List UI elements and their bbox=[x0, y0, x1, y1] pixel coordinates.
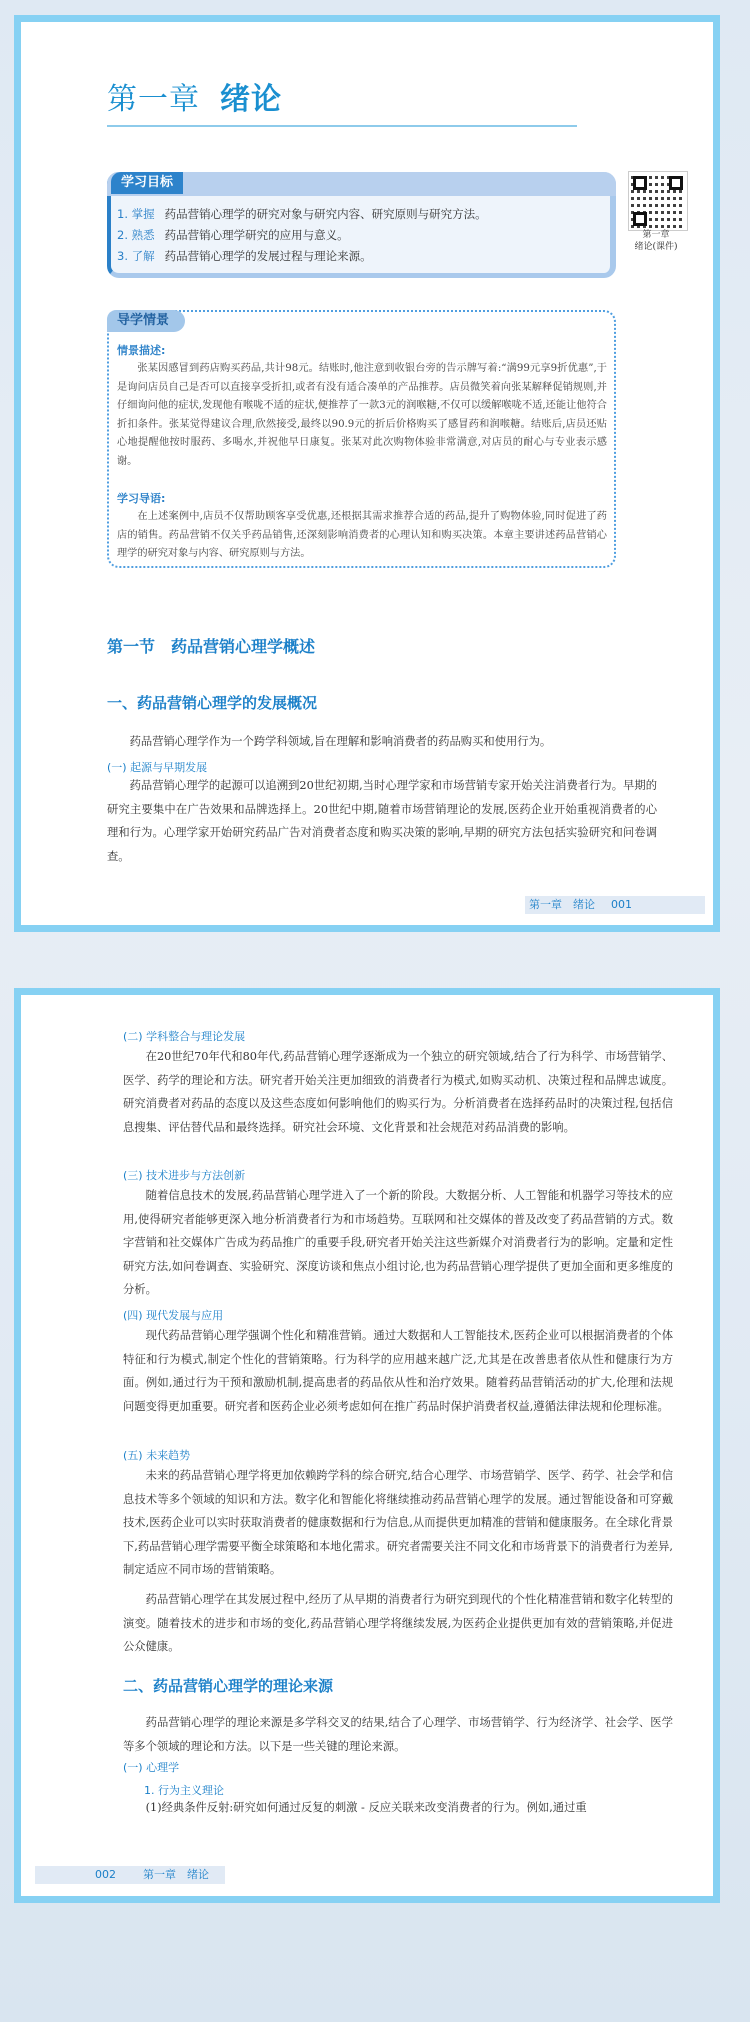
body-paragraph: 在20世纪70年代和80年代,药品营销心理学逐渐成为一个独立的研究领域,结合了行为科学、市场营销学、医学、药学的理论和方法。研究者开始关注更加细致的消费者行为模式,如购买动机、决策过程和品牌忠诚度。研究消费者对药品的态度以及这些态度如何影响他们的购买行为。分析消费者在选择药品时的决策过程,包括信息搜集、评估替代品和最终选择。研究社会环境、文化背景和社会规范对药品消费的影响。 bbox=[123, 1050, 673, 1134]
qr-caption: 第一章 绪论(课件) bbox=[634, 230, 678, 252]
guide-scenario-box bbox=[107, 310, 616, 568]
section-title: 第一节 药品营销心理学概述 bbox=[107, 637, 316, 656]
minor-heading: (一) 起源与早期发展 bbox=[107, 761, 208, 774]
chapter-label: 第一章 bbox=[107, 82, 200, 117]
page-number: 002 bbox=[95, 1868, 116, 1881]
import-text: 在上述案例中,店员不仅帮助顾客享受优惠,还根据其需求推荐合适的药品,提升了购物体验,同时促进了药店的销售。药品营销不仅关乎药品销售,还深刻影响消费者的心理认知和购买决策。本章主要讲述药品营销心理学的研究对象与内容、研究原则与方法。 bbox=[117, 511, 607, 559]
objective-item: 1. 掌握 药品营销心理学的研究对象与研究内容、研究原则与研究方法。 bbox=[117, 207, 487, 221]
learning-objectives-title: 学习目标 bbox=[111, 172, 183, 194]
scenario-text: 张某因感冒到药店购买药品,共计98元。结账时,他注意到收银台旁的告示牌写着:“满99元享9折优惠”,于是询问店员自己是否可以直接享受折扣,或者有没有适合凑单的产品推荐。店员微笑着向张某解释促销规则,并仔细询问他的症状,发现他有喉咙不适的症状,便推荐了一款3元的润喉糖,不仅可以缓解喉咙不适,还能让他符合折扣条件。张某觉得建议合理,欣然接受,最终以90.9元的折后价格购买了感冒药和润喉糖。结账后,店员还贴心地提醒他按时服药、多喝水,并祝他早日康复。张某对此次购物体验非常满意,对店员的耐心与专业表示感谢。 bbox=[117, 363, 607, 467]
body-paragraph: 随着信息技术的发展,药品营销心理学进入了一个新的阶段。大数据分析、人工智能和机器学习等技术的应用,使得研究者能够更深入地分析消费者行为和市场趋势。互联网和社交媒体的普及改变了药品营销的方式。数字营销和社交媒体广告成为药品推广的重要手段,研究者开始关注这些新媒介对消费者行为的影响。定量和定性研究方法,如问卷调查、实验研究、深度访谈和焦点小组讨论,也为药品营销心理学提供了更加全面和更多维度的分析。 bbox=[123, 1189, 673, 1296]
minor-heading: (一) 心理学 bbox=[123, 1761, 180, 1774]
chapter-divider bbox=[107, 125, 577, 127]
body-paragraph: (1)经典条件反射:研究如何通过反复的刺激 - 反应关联来改变消费者的行为。例如,通过重 bbox=[145, 1801, 587, 1814]
learning-objectives-header bbox=[107, 172, 616, 196]
body-paragraph: 药品营销心理学在其发展过程中,经历了从早期的消费者行为研究到现代的个性化精准营销和数字化转型的演变。随着技术的进步和市场的变化,药品营销心理学将继续发展,为医药企业提供更加有效的营销策略,并促进公众健康。 bbox=[123, 1593, 673, 1653]
body-paragraph: 药品营销心理学作为一个跨学科领域,旨在理解和影响消费者的药品购买和使用行为。 bbox=[129, 735, 552, 748]
body-paragraph: 未来的药品营销心理学将更加依赖跨学科的综合研究,结合心理学、市场营销学、医学、药学、社会学和信息技术等多个领域的知识和方法。数字化和智能化将继续推动药品营销心理学的发展。通过智能设备和可穿戴技术,医药企业可以实时获取消费者的健康数据和行为信息,从而提供更加精准的营销和健康服务。在全球化背景下,药品营销心理学需要平衡全球策略和本地化需求。研究者需要关注不同文化和市场背景下的消费者行为差异,制定适应不同市场的营销策略。 bbox=[123, 1469, 673, 1576]
page-footer bbox=[35, 1866, 225, 1884]
footer-chapter: 第一章 绪论 bbox=[529, 898, 595, 911]
minor-heading: (二) 学科整合与理论发展 bbox=[123, 1030, 246, 1043]
footer-chapter: 第一章 绪论 bbox=[143, 1868, 209, 1881]
scenario-label: 情景描述: bbox=[117, 344, 166, 357]
page-footer bbox=[525, 896, 705, 914]
page-number: 001 bbox=[611, 898, 632, 911]
minor-heading: 1. 行为主义理论 bbox=[144, 1784, 224, 1797]
body-paragraph: 药品营销心理学的起源可以追溯到20世纪初期,当时心理学家和市场营销专家开始关注消费者行为。早期的研究主要集中在广告效果和品牌选择上。20世纪中期,随着市场营销理论的发展,医药企业开始重视消费者的心理和行为。心理学家开始研究药品广告对消费者态度和购买决策的影响,早期的研究方法包括实验研究和问卷调查。 bbox=[107, 779, 657, 863]
objective-item: 2. 熟悉 药品营销心理学研究的应用与意义。 bbox=[117, 228, 349, 242]
chapter-title bbox=[107, 74, 282, 118]
objective-item: 3. 了解 药品营销心理学的发展过程与理论来源。 bbox=[117, 249, 372, 263]
import-label: 学习导语: bbox=[117, 492, 166, 505]
page-002 bbox=[14, 988, 720, 1903]
learning-objectives-box bbox=[107, 172, 616, 278]
qr-code-icon[interactable] bbox=[629, 172, 687, 230]
chapter-name: 绪论 bbox=[220, 82, 282, 117]
subsection-title: 二、药品营销心理学的理论来源 bbox=[123, 1677, 334, 1695]
minor-heading: (四) 现代发展与应用 bbox=[123, 1309, 224, 1322]
body-paragraph: 药品营销心理学的理论来源是多学科交叉的结果,结合了心理学、市场营销学、行为经济学、社会学、医学等多个领域的理论和方法。以下是一些关键的理论来源。 bbox=[123, 1716, 673, 1753]
page-001 bbox=[14, 15, 720, 932]
minor-heading: (五) 未来趋势 bbox=[123, 1449, 191, 1462]
guide-scenario-title: 导学情景 bbox=[107, 310, 185, 332]
body-paragraph: 现代药品营销心理学强调个性化和精准营销。通过大数据和人工智能技术,医药企业可以根据消费者的个体特征和行为模式,制定个性化的营销策略。行为科学的应用越来越广泛,尤其是在改善患者依从性和健康行为方面。例如,通过行为干预和激励机制,提高患者的药品依从性和治疗效果。随着药品营销活动的扩大,伦理和法规问题变得更加重要。研究者和医药企业必须考虑如何在推广药品时保护消费者权益,遵循法律法规和伦理标准。 bbox=[123, 1329, 673, 1413]
minor-heading: (三) 技术进步与方法创新 bbox=[123, 1169, 246, 1182]
subsection-title: 一、药品营销心理学的发展概况 bbox=[107, 694, 318, 712]
